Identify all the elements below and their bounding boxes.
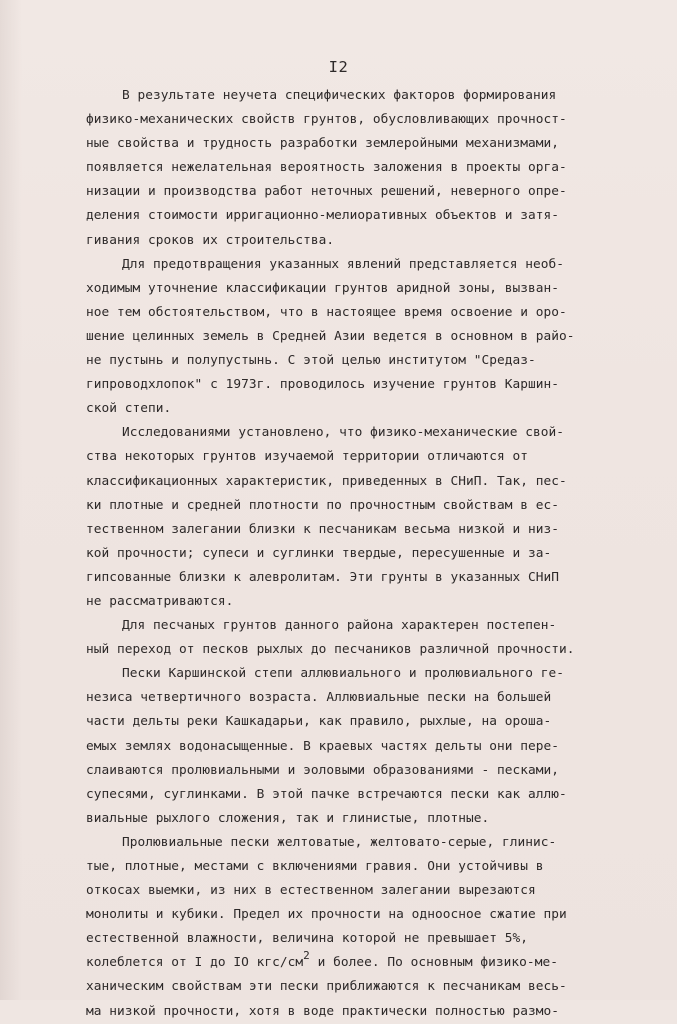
text-line: Исследованиями установлено, что физико-механические свой- bbox=[122, 425, 564, 441]
text-line: емых землях водонасыщенные. В краевых частях дельты они пере- bbox=[86, 738, 560, 754]
text-line: появляется нежелательная вероятность заложения в проекты орга- bbox=[86, 160, 567, 176]
paragraph bbox=[86, 84, 606, 253]
page-number: I2 bbox=[328, 58, 349, 76]
text-line: Пролювиальные пески желтоватые, желтовато-серые, глинис- bbox=[122, 834, 557, 850]
text-line: ки плотные и средней плотности по прочностным свойствам в ес- bbox=[86, 497, 560, 513]
text-line: ходимым уточнение классификации грунтов аридной зоны, вызван- bbox=[86, 280, 560, 296]
text-line: откосах выемки, из них в естественном залегании вырезаются bbox=[86, 883, 536, 899]
text-line: гивания сроков их строительства. bbox=[86, 232, 335, 248]
text-line: гипсованные близки к алевролитам. Эти грунты в указанных СНиП bbox=[86, 569, 560, 585]
text-line: ное тем обстоятельством, что в настоящее время освоение и оро- bbox=[86, 304, 567, 320]
text-line: не рассматриваются. bbox=[86, 593, 234, 609]
text-line: гипроводхлопок" с 1973г. проводилось изучение грунтов Каршин- bbox=[86, 377, 560, 393]
paragraph bbox=[86, 614, 606, 831]
text-line: виальные рыхлого сложения, так и глинистые, плотные. bbox=[86, 810, 490, 826]
text-line: супесями, суглинками. В этой пачке встречаются пески как аллю- bbox=[86, 786, 567, 802]
text-line: ства некоторых грунтов изучаемой территории отличаются от bbox=[86, 449, 528, 465]
text-line: ный переход от песков рыхлых до песчаников различной прочности. bbox=[86, 642, 575, 658]
text-line: ханическим свойствам эти пески приближаются к песчаникам весь- bbox=[86, 979, 567, 995]
body-text bbox=[86, 84, 606, 1024]
text-line-with-superscript bbox=[86, 951, 606, 975]
text-line: тые, плотные, местами с включениями гравия. Они устойчивы в bbox=[86, 859, 544, 874]
text-line: части дельты реки Кашкадарьи, как правило, рыхлые, на ороша- bbox=[86, 714, 552, 730]
text-line: ской степи. bbox=[86, 401, 172, 417]
text-line: не пустынь и полупустынь. С этой целью институтом "Средаз- bbox=[86, 353, 536, 369]
text-segment: колеблется от I до IO кгс/см bbox=[86, 955, 304, 971]
text-line: Пески Каршинской степи аллювиального и пролювиального ге- bbox=[122, 666, 564, 682]
text-line: деления стоимости ирригационно-мелиоративных объектов и затя- bbox=[86, 208, 560, 224]
text-line: незиса четвертичного возраста. Аллювиальные пески на большей bbox=[86, 690, 552, 706]
text-line: монолиты и кубики. Предел их прочности на одноосное сжатие при bbox=[86, 907, 567, 923]
text-line: низации и производства работ неточных решений, неверного опре- bbox=[86, 184, 567, 200]
paragraph bbox=[86, 421, 606, 614]
text-line: ма низкой прочности, хотя в воде практически полностью размо- bbox=[86, 1003, 560, 1019]
text-line: Для песчаных грунтов данного района характерен постепен- bbox=[122, 618, 557, 634]
text-line: физико-механических свойств грунтов, обусловливающих прочност- bbox=[86, 112, 567, 128]
text-line: ные свойства и трудность разработки землеройными механизмами, bbox=[86, 136, 560, 152]
text-line: В результате неучета специфических факторов формирования bbox=[122, 88, 557, 103]
text-line: Для предотвращения указанных явлений представляется необ- bbox=[122, 256, 564, 272]
text-line: тественном залегании близки к песчаникам весьма низкой и низ- bbox=[86, 521, 560, 537]
paragraph bbox=[86, 831, 606, 1024]
text-line: кой прочности; супеси и суглинки твердые, пересушенные и за- bbox=[86, 545, 552, 561]
text-line: естественной влажности, величина которой не превышает 5%, bbox=[86, 931, 528, 947]
superscript: 2 bbox=[303, 949, 310, 963]
text-segment: и более. По основным физико-ме- bbox=[309, 955, 558, 971]
text-line: слаиваются пролювиальными и эоловыми образованиями - песками, bbox=[86, 762, 560, 778]
paragraph bbox=[86, 253, 606, 422]
text-line: классификационных характеристик, приведенных в СНиП. Так, пес- bbox=[86, 473, 567, 489]
text-line: шение целинных земель в Средней Азии ведется в основном в райо- bbox=[86, 328, 575, 344]
